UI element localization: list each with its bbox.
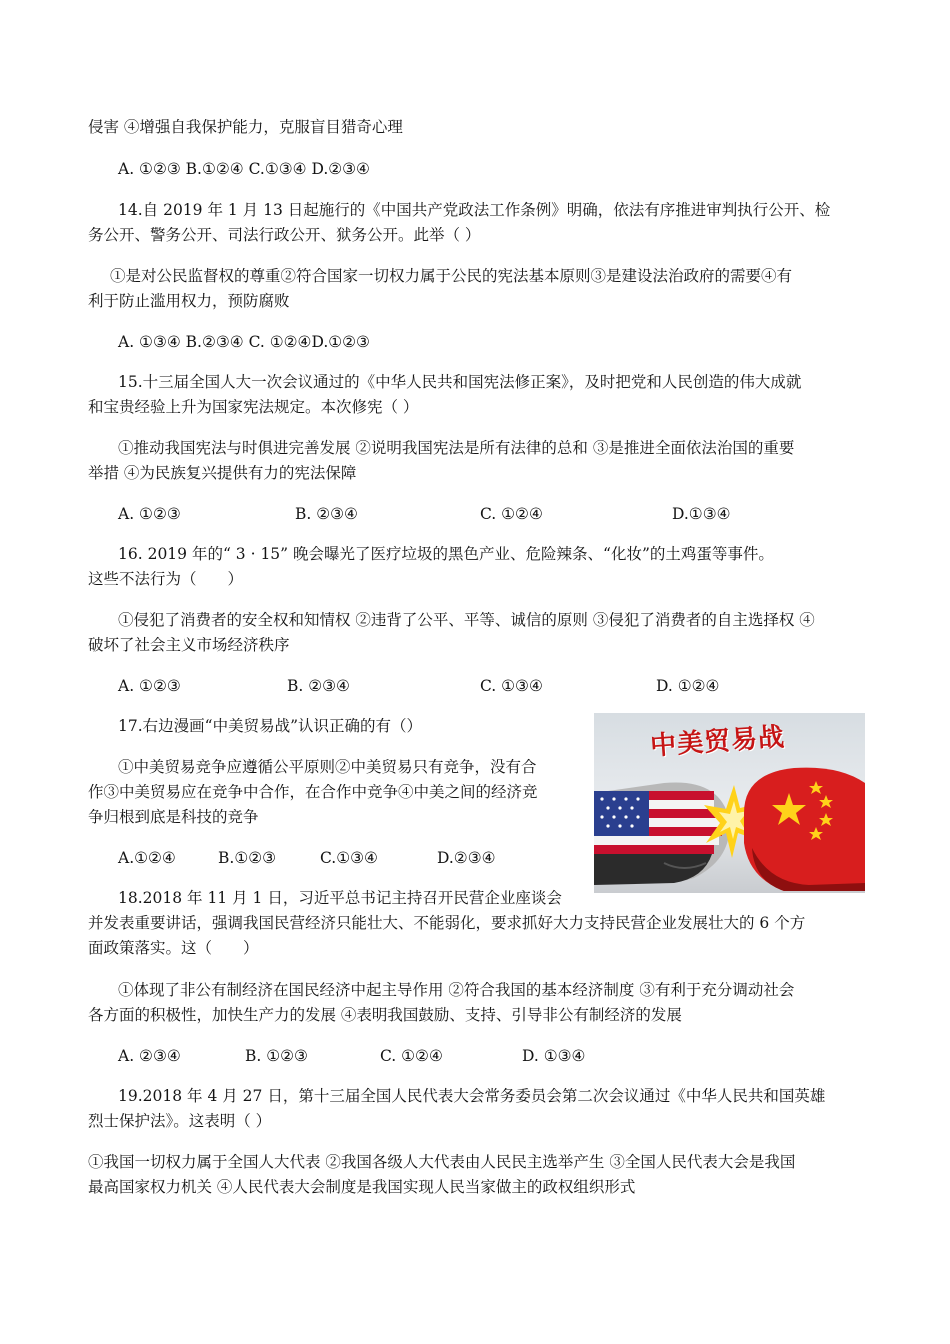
q13-options: A. ①②③ B.①②④ C.①③④ D.②③④ bbox=[118, 160, 370, 178]
q15-option-b: B. ②③④ bbox=[295, 505, 358, 523]
q16-items-line1: ①侵犯了消费者的安全权和知情权 ②违背了公平、平等、诚信的原则 ③侵犯了消费者的自主选择权 ④ bbox=[118, 611, 815, 629]
q16-stem-line2: 这些不法行为（ ） bbox=[88, 570, 244, 588]
q16-option-d: D. ①②④ bbox=[656, 677, 720, 695]
q14-items-line1: ①是对公民监督权的尊重②符合国家一切权力属于公民的宪法基本原则③是建设法治政府的需要④有 bbox=[110, 267, 793, 285]
q16-items-line2: 破坏了社会主义市场经济秩序 bbox=[88, 636, 290, 654]
q13-items-tail: 侵害 ④增强自我保护能力，克服盲目猎奇心理 bbox=[88, 118, 403, 136]
us-flag-glove bbox=[594, 782, 730, 885]
q17-option-c: C.①③④ bbox=[320, 849, 378, 867]
q18-option-c: C. ①②④ bbox=[380, 1047, 443, 1065]
q14-options: A. ①③④ B.②③④ C. ①②④D.①②③ bbox=[118, 333, 370, 351]
q18-option-a: A. ②③④ bbox=[118, 1047, 181, 1065]
q17-option-d: D.②③④ bbox=[437, 849, 496, 867]
q19-stem-line2: 烈士保护法》。这表明（ ） bbox=[88, 1112, 272, 1130]
q17-option-b: B.①②③ bbox=[218, 849, 277, 867]
q15-items-line1: ①推动我国宪法与时俱进完善发展 ②说明我国宪法是所有法律的总和 ③是推进全面依法治国的重要 bbox=[118, 439, 795, 457]
cartoon-title: 中美贸易战 bbox=[649, 722, 787, 762]
trade-war-cartoon bbox=[594, 713, 865, 893]
q15-items-line2: 举措 ④为民族复兴提供有力的宪法保障 bbox=[88, 464, 357, 482]
china-flag-glove bbox=[744, 768, 865, 891]
q15-option-c: C. ①②④ bbox=[480, 505, 543, 523]
q14-stem-line1: 14.自 2019 年 1 月 13 日起施行的《中国共产党政法工作条例》明确，依法有序推进审判执行公开、检 bbox=[118, 201, 831, 219]
q18-stem-line2: 并发表重要讲话，强调我国民营经济只能壮大、不能弱化，要求抓好大力支持民营企业发展壮大的 6 个方 bbox=[88, 914, 806, 932]
q16-stem-line1: 16. 2019 年的“ 3 · 15” 晚会曝光了医疗垃圾的黑色产业、危险辣条、“化妆”的土鸡蛋等事件。 bbox=[118, 545, 774, 563]
q17-items-line2: 作③中美贸易应在竞争中合作，在合作中竞争④中美之间的经济竞 bbox=[88, 783, 538, 801]
q15-stem-line2: 和宝贵经验上升为国家宪法规定。本次修宪（ ） bbox=[88, 398, 419, 416]
q14-items-line2: 利于防止滥用权力，预防腐败 bbox=[88, 292, 290, 310]
q17-items-line3: 争归根到底是科技的竞争 bbox=[88, 808, 259, 826]
q17-items-line1: ①中美贸易竞争应遵循公平原则②中美贸易只有竞争，没有合 bbox=[118, 758, 537, 776]
q16-option-a: A. ①②③ bbox=[118, 677, 181, 695]
q15-option-d: D.①③④ bbox=[672, 505, 731, 523]
q16-option-c: C. ①③④ bbox=[480, 677, 543, 695]
q18-items-line1: ①体现了非公有制经济在国民经济中起主导作用 ②符合我国的基本经济制度 ③有利于充分调动社会 bbox=[118, 981, 795, 999]
q18-option-b: B. ①②③ bbox=[245, 1047, 308, 1065]
q17-stem: 17.右边漫画“中美贸易战”认识正确的有（） bbox=[118, 717, 422, 735]
q19-items-line1: ①我国一切权力属于全国人大代表 ②我国各级人大代表由人民民主选举产生 ③全国人民代表大会是我国 bbox=[88, 1153, 796, 1171]
q19-stem-line1: 19.2018 年 4 月 27 日，第十三届全国人民代表大会常务委员会第二次会议通过《中华人民共和国英雄 bbox=[118, 1087, 826, 1105]
q18-option-d: D. ①③④ bbox=[522, 1047, 586, 1065]
q19-items-line2: 最高国家权力机关 ④人民代表大会制度是我国实现人民当家做主的政权组织形式 bbox=[88, 1178, 636, 1196]
q15-option-a: A. ①②③ bbox=[118, 505, 181, 523]
q18-stem-line1: 18.2018 年 11 月 1 日，习近平总书记主持召开民营企业座谈会 bbox=[118, 889, 562, 907]
q14-stem-line2: 务公开、警务公开、司法行政公开、狱务公开。此举（ ） bbox=[88, 226, 481, 244]
q15-stem-line1: 15.十三届全国人大一次会议通过的《中华人民共和国宪法修正案》，及时把党和人民创造的伟大成就 bbox=[118, 373, 802, 391]
q17-option-a: A.①②④ bbox=[118, 849, 176, 867]
q18-items-line2: 各方面的积极性，加快生产力的发展 ④表明我国鼓励、支持、引导非公有制经济的发展 bbox=[88, 1006, 682, 1024]
q18-stem-line3: 面政策落实。这（ ） bbox=[88, 939, 259, 957]
q16-option-b: B. ②③④ bbox=[287, 677, 350, 695]
